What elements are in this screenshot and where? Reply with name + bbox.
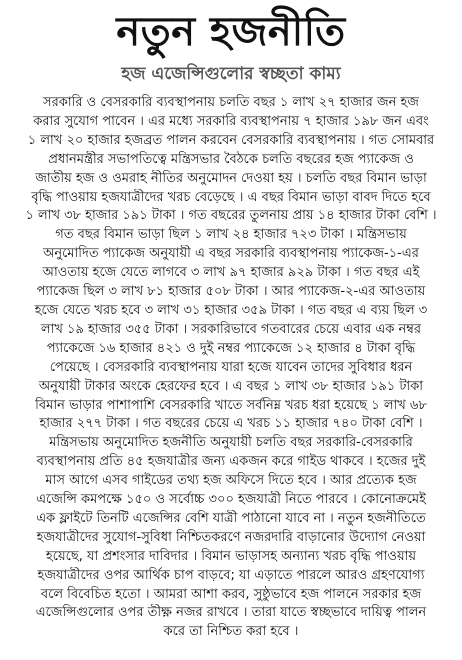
body-line: করে তা নিশ্চিত করা হবে । bbox=[163, 624, 299, 640]
body-line: মাস আগে এসব গাইডের তথ্য হজ অফিসে দিতে হবে । আর প্রত্যেক হজ bbox=[45, 473, 417, 489]
body-line: এজেন্সি কমপক্ষে ১৫০ ও সর্বোচ্চ ৩০০ হজযাত্রী নিতে পারবে । কোনোক্রমেই bbox=[36, 492, 426, 508]
body-line: সরকারি ও বেসরকারি ব্যবস্থাপনায় চলতি বছর ১ লাখ ২৭ হাজার জন হজ bbox=[43, 95, 419, 110]
subheadline: হজ এজেন্সিগুলোর স্বচ্ছতা কাম্য bbox=[121, 64, 341, 84]
body-line: এজেন্সিগুলোর ওপর তীক্ষ্ণ নজর রাখবে । তারা যাতে স্বচ্ছভাবে দায়িত্ব পালন bbox=[35, 605, 427, 621]
body-line: গত বছর বিমান ভাড়া ছিল ১ লাখ ২৪ হাজার ৭২৩ টাকা । মন্ত্রিসভায় bbox=[55, 227, 407, 243]
body-line: মন্ত্রিসভায় অনুমোদিত হজনীতি অনুযায়ী চলতি বছর সরকারি-বেসরকারি bbox=[49, 435, 413, 451]
headline: নতুন হজনীতি bbox=[116, 9, 346, 55]
body-line: লাখ ১৯ হাজার ৩৫৫ টাকা । সরকারিভাবে গতবারের চেয়ে এবার এক নম্বর bbox=[40, 321, 422, 337]
body-line: হজে যেতে খরচ হবে ৩ লাখ ৩১ হাজার ৩৫৯ টাকা । গত বছর এ ব্যয় ছিল ৩ bbox=[34, 302, 428, 318]
body-line: অনুযায়ী টাকার অংকে হেরফের হবে । এ বছর ১ লাখ ৩৮ হাজার ১৯১ টাকা bbox=[38, 378, 424, 394]
body-line: বলে বিবেচিত হতো । আমরা আশা করব, সুষ্ঠুভাবে হজ পালনে সরকার হজ bbox=[40, 586, 422, 602]
body-line: হজযাত্রীদের ওপর আর্থিক চাপ বাড়বে; যা এড়াতে পারলে আরও গ্রহণযোগ্য bbox=[37, 567, 425, 583]
article-body bbox=[10, 94, 452, 642]
body-line: ব্যবস্থাপনায় প্রতি ৪৫ হজযাত্রীর জন্য একজন করে গাইড থাকবে । হজের দুই bbox=[36, 454, 426, 470]
body-line: বিমান ভাড়ার পাশাপাশি বেসরকারি খাতে সর্বনিম্ন খরচ ধরা হয়েছে ১ লাখ ৬৮ bbox=[35, 397, 427, 413]
body-line: এক ফ্লাইটে তিনটি এজেন্সির বেশি যাত্রী পাঠানো যাবে না । নতুন হজনীতিতে bbox=[36, 510, 426, 526]
body-line: পেয়েছে । বেসরকারি ব্যবস্থাপনায় যারা হজে যাবেন তাদের সুবিধার ধরন bbox=[49, 359, 413, 375]
body-line: প্যাকেজে ১৬ হাজার ৪২১ ও দুই নম্বর প্যাকেজে ১২ হাজার ৪ টাকা বৃদ্ধি bbox=[46, 340, 416, 356]
body-line: ১ লাখ ৩৮ হাজার ১৯১ টাকা । গত বছরের তুলনায় প্রায় ১৪ হাজার টাকা বেশি । bbox=[25, 208, 437, 224]
body-line: প্রধানমন্ত্রীর সভাপতিত্বে মন্ত্রিসভার বৈঠকে চলতি বছরের হজ প্যাকেজ ও bbox=[48, 151, 414, 167]
body-line: হজযাত্রীদের সুযোগ-সুবিধা নিশ্চিতকরণে নজরদারি বাড়ানোর উদ্যোগ নেওয়া bbox=[36, 529, 426, 545]
body-line: জাতীয় হজ ও ওমরাহ নীতির অনুমোদন দেওয়া হয় । চলতি বছর বিমান ভাড়া bbox=[35, 170, 427, 186]
body-line: করার সুযোগ পাবেন । এর মধ্যে সরকারি ব্যবস্থাপনায় ৭ হাজার ১৯৮ জন এবং bbox=[33, 113, 429, 129]
body-line: ১ লাখ ২০ হাজার হজব্রত পালন করবেন বেসরকারি ব্যবস্থাপনায় । গত সোমবার bbox=[27, 132, 435, 148]
body-line: অনুমোদিত প্যাকেজ অনুযায়ী এ বছর সরকারি ব্যবস্থাপনায় প্যাকেজ-১-এর bbox=[43, 246, 419, 262]
body-line: হয়েছে, যা প্রশংসার দাবিদার । বিমান ভাড়াসহ অন্যান্য খরচ বৃদ্ধি পাওয়ায় bbox=[45, 548, 417, 564]
body-line: বৃদ্ধি পাওয়ায় হজযাত্রীদের খরচ বেড়েছে । এ বছর বিমান ভাড়া বাবদ দিতে হবে bbox=[31, 189, 431, 205]
body-line: হাজার ২৭৭ টাকা । গত বছরের চেয়ে এ খরচ ১১ হাজার ৭৪০ টাকা বেশি । bbox=[39, 416, 423, 432]
body-line: আওতায় হজে যেতে লাগবে ৩ লাখ ৯৭ হাজার ৯২৯ টাকা । গত বছর এই bbox=[42, 265, 420, 281]
body-line: প্যাকেজ ছিল ৩ লাখ ৮১ হাজার ৫০৮ টাকা । আর প্যাকেজ-২-এর আওতায় bbox=[36, 284, 426, 300]
